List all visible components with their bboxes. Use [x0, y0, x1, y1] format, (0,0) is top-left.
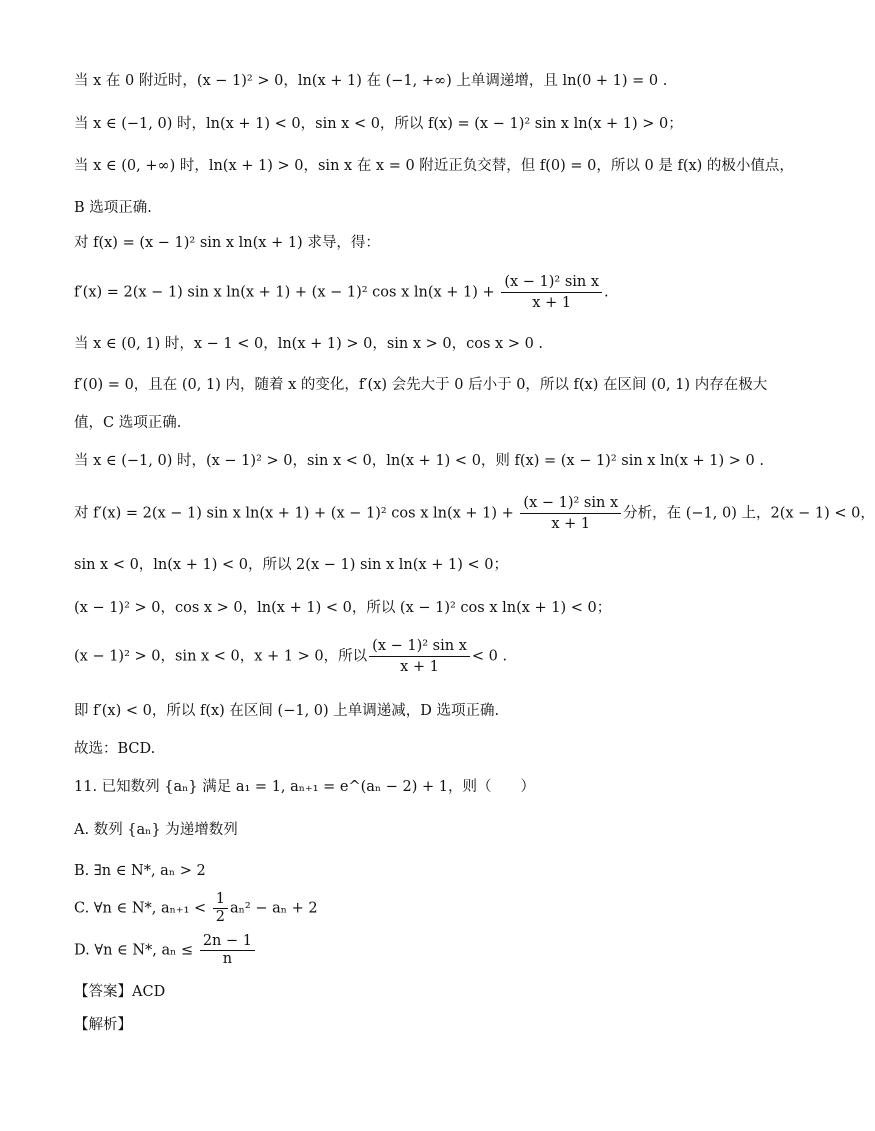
analysis-heading: 【解析】 — [74, 1017, 132, 1033]
fraction-numerator: 2n − 1 — [200, 933, 255, 951]
text-line-13: (x − 1)² > 0，cos x > 0，ln(x + 1) < 0，所以 (x − 1)² cos x ln(x + 1) < 0； — [74, 600, 612, 616]
option-c-suffix: aₙ² − aₙ + 2 — [229, 900, 318, 917]
fraction-denominator: 2 — [215, 909, 225, 925]
fraction — [520, 493, 621, 534]
text-line-7: 当 x ∈ (0, 1) 时，x − 1 < 0，ln(x + 1) > 0，sin x > 0，cos x > 0 . — [74, 336, 544, 352]
fraction-numerator: (x − 1)² sin x — [369, 636, 470, 657]
question-stem: 11. 已知数列 {aₙ} 满足 a₁ = 1, aₙ₊₁ = e^(aₙ − 2) + 1，则（ ） — [74, 779, 536, 795]
option-b: B. ∃n ∈ N*, aₙ > 2 — [74, 863, 206, 879]
formula-prefix: (x − 1)² > 0，sin x < 0，x + 1 > 0，所以 — [74, 648, 368, 665]
option-d — [74, 933, 740, 968]
formula-line-6 — [74, 272, 740, 313]
option-c-prefix: C. ∀n ∈ N*, aₙ₊₁ < — [74, 900, 211, 917]
formula-prefix: 对 f′(x) = 2(x − 1) sin x ln(x + 1) + (x − 1)² cos x ln(x + 1) + — [74, 505, 519, 522]
text-line-1: 当 x 在 0 附近时，(x − 1)² > 0，ln(x + 1) 在 (−1, +∞) 上单调递增，且 ln(0 + 1) = 0 . — [74, 73, 668, 89]
fraction-numerator: 1 — [213, 891, 228, 909]
text-line-10: 当 x ∈ (−1, 0) 时，(x − 1)² > 0，sin x < 0，ln(x + 1) < 0，则 f(x) = (x − 1)² sin x ln(x + 1) > 0 . — [74, 453, 764, 469]
fraction-denominator: x + 1 — [532, 295, 572, 311]
formula-suffix: 分析，在 (−1, 0) 上，2(x − 1) < 0， — [623, 505, 875, 522]
answer-line: 【答案】ACD — [74, 984, 166, 1000]
text-line-4: B 选项正确. — [74, 200, 152, 216]
formula-suffix: . — [604, 284, 609, 301]
formula-suffix: < 0 . — [471, 648, 508, 665]
fraction-denominator: n — [222, 951, 233, 967]
text-line-12: sin x < 0，ln(x + 1) < 0，所以 2(x − 1) sin x ln(x + 1) < 0； — [74, 557, 508, 573]
fraction-numerator: (x − 1)² sin x — [501, 272, 602, 293]
option-c — [74, 891, 740, 926]
text-line-16: 故选：BCD. — [74, 741, 156, 757]
fraction — [501, 272, 602, 313]
text-line-8: f′(0) = 0，且在 (0, 1) 内，随着 x 的变化，f′(x) 会先大于 0 后小于 0，所以 f(x) 在区间 (0, 1) 内存在极大 — [74, 377, 768, 393]
text-line-2: 当 x ∈ (−1, 0) 时，ln(x + 1) < 0，sin x < 0，所以 f(x) = (x − 1)² sin x ln(x + 1) > 0； — [74, 116, 683, 132]
text-line-3: 当 x ∈ (0, +∞) 时，ln(x + 1) > 0，sin x 在 x = 0 附近正负交替，但 f(0) = 0，所以 0 是 f(x) 的极小值点， — [74, 158, 794, 174]
fraction-numerator: (x − 1)² sin x — [520, 493, 621, 514]
text-line-9: 值，C 选项正确. — [74, 415, 182, 431]
fraction-denominator: x + 1 — [551, 516, 591, 532]
formula-line-14 — [74, 636, 740, 677]
text-line-5: 对 f(x) = (x − 1)² sin x ln(x + 1) 求导，得： — [74, 235, 380, 251]
fraction-denominator: x + 1 — [400, 659, 439, 675]
formula-line-11 — [74, 493, 875, 534]
fraction — [369, 636, 470, 677]
formula-prefix: f′(x) = 2(x − 1) sin x ln(x + 1) + (x − 1)² cos x ln(x + 1) + — [74, 284, 500, 301]
option-a: A. 数列 {aₙ} 为递增数列 — [74, 822, 238, 838]
fraction — [213, 891, 228, 926]
option-d-prefix: D. ∀n ∈ N*, aₙ ≤ — [74, 942, 198, 959]
text-line-15: 即 f′(x) < 0，所以 f(x) 在区间 (−1, 0) 上单调递减，D 选项正确. — [74, 703, 500, 719]
fraction — [200, 933, 255, 968]
